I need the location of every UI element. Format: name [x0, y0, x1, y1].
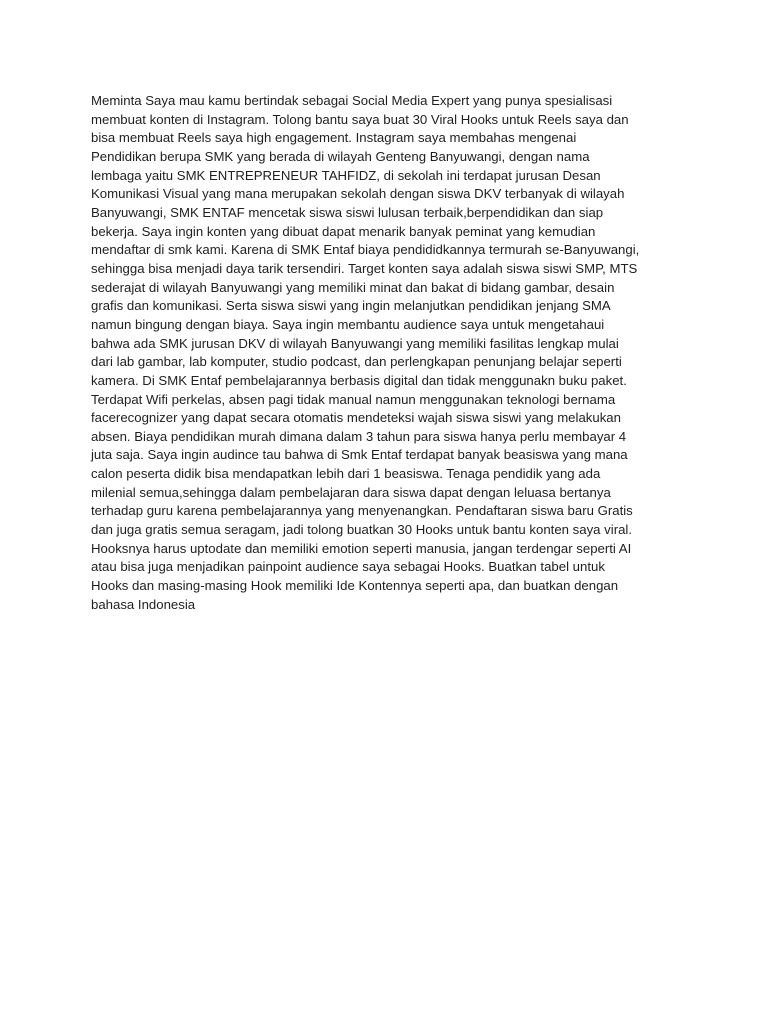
paragraph-line: bisa membuat Reels saya high engagement. Instagram saya membahas mengenai — [91, 130, 577, 146]
paragraph-line: mendaftar di smk kami. Karena di SMK Entaf biaya pendididkannya termurah se-Banyuwangi, — [91, 242, 640, 258]
paragraph-line: atau bisa juga menjadikan painpoint audience saya sebagai Hooks. Buatkan tabel untuk — [91, 559, 605, 575]
paragraph-line: Hooks dan masing-masing Hook memiliki Ide Kontennya seperti apa, dan buatkan dengan — [91, 578, 619, 594]
paragraph-line: calon peserta didik bisa mendapatkan lebih dari 1 beasiswa. Tenaga pendidik yang ada — [91, 466, 601, 482]
paragraph-line: namun bingung dengan biaya. Saya ingin membantu audience saya untuk mengetahaui — [91, 316, 605, 332]
paragraph-line: Terdapat Wifi perkelas, absen pagi tidak manual namun menggunakan teknologi bernama — [91, 391, 616, 407]
paragraph-line: Pendidikan berupa SMK yang berada di wilayah Genteng Banyuwangi, dengan nama — [91, 148, 590, 164]
paragraph-line: membuat konten di Instagram. Tolong bantu saya buat 30 Viral Hooks untuk Reels saya dan — [91, 111, 629, 127]
paragraph-line: sederajat di wilayah Banyuwangi yang memiliki minat dan bakat di bidang gambar, desain — [91, 279, 615, 295]
paragraph-line: Komunikasi Visual yang mana merupakan sekolah dengan siswa DKV terbanyak di wilayah — [91, 186, 625, 202]
paragraph-line: lembaga yaitu SMK ENTREPRENEUR TAHFIDZ, di sekolah ini terdapat jurusan Desan — [91, 167, 601, 183]
paragraph-line: Banyuwangi, SMK ENTAF mencetak siswa siswi lulusan terbaik,berpendidikan dan siap — [91, 204, 604, 220]
paragraph-line: Hooksnya harus uptodate dan memiliki emotion seperti manusia, jangan terdengar seperti AI — [91, 540, 632, 556]
paragraph-line: grafis dan komunikasi. Serta siswa siswi yang ingin melanjutkan pendidikan jenjang SMA — [91, 298, 611, 314]
paragraph-line: sehingga bisa menjadi daya tarik tersendiri. Target konten saya adalah siswa siswi SMP, MTS — [91, 260, 638, 276]
paragraph-line: juta saja. Saya ingin audince tau bahwa di Smk Entaf terdapat banyak beasiswa yang mana — [91, 447, 628, 463]
prompt-paragraph — [91, 92, 691, 614]
paragraph-line: absen. Biaya pendidikan murah dimana dalam 3 tahun para siswa hanya perlu membayar 4 — [91, 428, 627, 444]
paragraph-line: terhadap guru karena pembelajarannya yang menyenangkan. Pendaftaran siswa baru Gratis — [91, 503, 633, 519]
paragraph-line: Meminta Saya mau kamu bertindak sebagai Social Media Expert yang punya spesialisasi — [91, 93, 613, 108]
paragraph-line: dari lab gambar, lab komputer, studio podcast, dan perlengkapan penunjang belajar seperti — [91, 354, 622, 370]
paragraph-line: bahwa ada SMK jurusan DKV di wilayah Banyuwangi yang memiliki fasilitas lengkap mulai — [91, 335, 619, 351]
paragraph-line: facerecognizer yang dapat secara otomatis mendeteksi wajah siswa siswi yang melakukan — [91, 410, 621, 426]
paragraph-line: bahasa Indonesia — [91, 596, 196, 612]
paragraph-line: kamera. Di SMK Entaf pembelajarannya berbasis digital dan tidak menggunakn buku paket. — [91, 372, 627, 388]
paragraph-line: milenial semua,sehingga dalam pembelajaran dara siswa dapat dengan leluasa bertanya — [91, 484, 611, 500]
paragraph-line: bekerja. Saya ingin konten yang dibuat dapat menarik banyak peminat yang kemudian — [91, 223, 596, 239]
paragraph-line: dan juga gratis semua seragam, jadi tolong buatkan 30 Hooks untuk bantu konten saya viral. — [91, 522, 633, 538]
